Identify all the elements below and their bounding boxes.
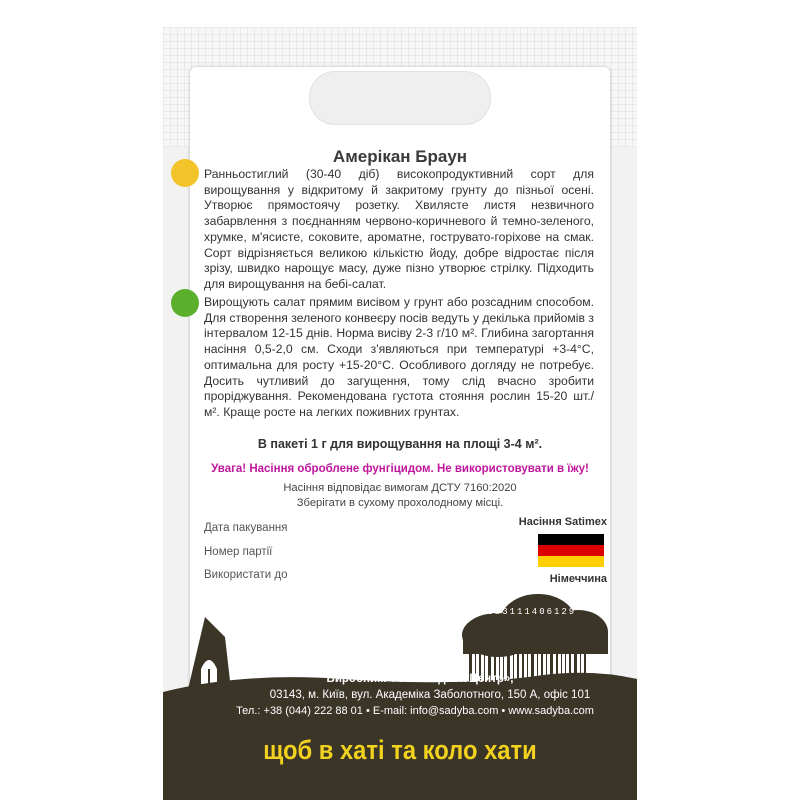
brand-slogan: щоб в хаті та коло хати bbox=[263, 735, 537, 765]
pack-date-label: Дата пакування bbox=[204, 522, 288, 534]
standard-compliance: Насіння відповідає вимогам ДСТУ 7160:2020 bbox=[283, 482, 517, 494]
product-description: Ранньостиглий (30-40 діб) високопродуктивний сорт для вирощування у відкритому й закритому грунту до пізньої осені. Утворює прямостоячу розетку. Хвилясте листя незвичного забарвлення з поєднанням червоно-коричневого й темно-зеленого, хрумке, м'ясисте, соковите, ароматне, гострувато-горіхове на смак. Сорт відрізняється великою кількістю йоду, добре відростає після зрізу, швидко нарощує масу, дуже пізно утворює стрілку. Підходить для вирощування на бебі-салат. bbox=[204, 167, 594, 291]
hang-hole bbox=[309, 71, 491, 125]
barcode-number: 4823111406129 bbox=[480, 607, 577, 617]
manufacturer-contacts: Тел.: +38 (044) 222 88 01 • E-mail: info@sadyba.com • www.sadyba.com bbox=[236, 705, 594, 717]
seed-brand: Насіння Satimex bbox=[518, 516, 607, 528]
storage-instructions: Зберігати в сухому прохолодному місці. bbox=[296, 497, 504, 509]
pack-info: В пакеті 1 г для вирощування на площі 3-4 м². bbox=[257, 437, 543, 451]
fungicide-warning: Увага! Насіння оброблене фунгіцидом. Не використовувати в їжу! bbox=[211, 463, 589, 475]
flag-stripe-gold bbox=[538, 556, 604, 567]
green-dot-icon bbox=[171, 289, 199, 317]
cloud-icon bbox=[462, 594, 608, 657]
origin-country: Німеччина bbox=[549, 573, 607, 585]
seed-packet-back bbox=[163, 27, 637, 800]
germany-flag-icon bbox=[538, 534, 604, 567]
manufacturer-address: 03143, м. Київ, вул. Академіка Заболотного, 150 А, офіс 101 bbox=[269, 689, 591, 701]
flag-stripe-red bbox=[538, 545, 604, 556]
product-title: Амерікан Браун bbox=[332, 147, 468, 166]
flag-stripe-black bbox=[538, 534, 604, 545]
yellow-dot-icon bbox=[171, 159, 199, 187]
cultivation-instructions: Вирощують салат прямим висівом у грунт або розсадним способом. Для створення зеленого конвеєру посів ведуть у декілька прийомів з інтервалом 12-15 днів. Норма висіву 2-3 г/10 м². Глибина загортання насіння 0,5-2,0 см. Сходи з'являються при температурі +3-4°С, оптимальна для росту +15-20°С. Особливого догляду не потребує. Досить чутливий до загущення, тому слід вчасно зробити проріджування. Рекомендована густота стояння рослин 15-20 шт./м². Краще росте на легких поживних грунтах. bbox=[204, 295, 594, 419]
batch-number-label: Номер партії bbox=[204, 546, 273, 558]
manufacturer-name: Виробник: ТОВ «Садиба Центр», bbox=[326, 673, 514, 685]
use-by-label: Використати до bbox=[204, 569, 288, 581]
